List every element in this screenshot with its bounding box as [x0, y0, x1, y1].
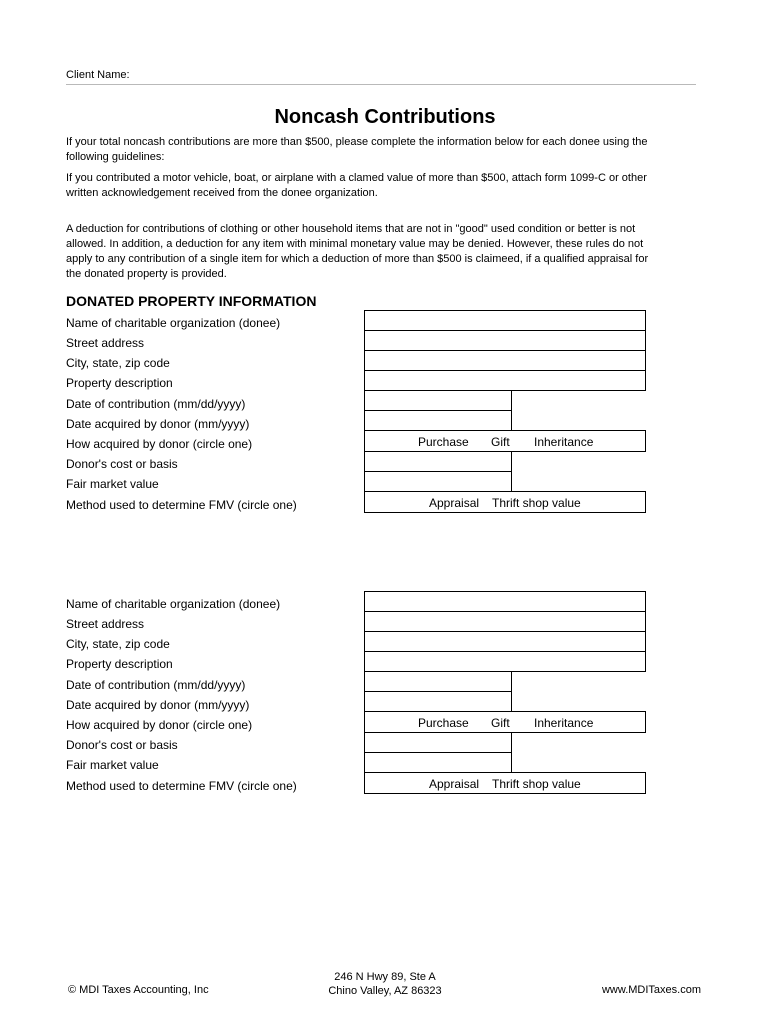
footer-address-line-2: Chino Valley, AZ 86323 — [328, 985, 442, 997]
street-label: Street address — [66, 617, 145, 631]
date-acquired-label: Date acquired by donor (mm/yyyy) — [66, 417, 250, 431]
intro-paragraph-2: If you contributed a motor vehicle, boat, or airplane with a clamed value of more than $500, attach form 1099-C or other written acknowledgement received from the donee organization. — [66, 172, 647, 199]
cost-basis-field[interactable] — [364, 732, 512, 753]
intro-paragraph-1: If your total noncash contributions are more than $500, please complete the information below for each donee using the following guidelines: — [66, 136, 648, 163]
option-thrift-shop[interactable]: Thrift shop value — [492, 496, 581, 510]
fmv-field[interactable] — [364, 752, 512, 773]
date-acquired-label: Date acquired by donor (mm/yyyy) — [66, 698, 250, 712]
how-acquired-label: How acquired by donor (circle one) — [66, 718, 253, 732]
donee-block-1 — [0, 310, 770, 520]
fmv-label: Fair market value — [66, 758, 159, 772]
donee-name-field[interactable] — [364, 591, 646, 612]
option-gift[interactable]: Gift — [491, 716, 510, 730]
option-appraisal[interactable]: Appraisal — [429, 777, 480, 791]
intro-paragraph-3: A deduction for contributions of clothing or other household items that are not in "good" used condition or better is not allowed. In addition, a deduction for any item with minimal monetary value may be denied. However, these rules do not apply to any contribution of a single item for which a deduction of more than $500 is claimeed, if a qualified appraisal for the donated property is provided. — [66, 223, 649, 280]
date-contribution-field[interactable] — [364, 390, 512, 411]
date-contribution-label: Date of contribution (mm/dd/yyyy) — [66, 397, 246, 411]
option-purchase[interactable]: Purchase — [418, 716, 469, 730]
donee-name-label: Name of charitable organization (donee) — [66, 597, 281, 611]
cost-basis-field[interactable] — [364, 451, 512, 472]
fmv-label: Fair market value — [66, 477, 159, 491]
city-field[interactable] — [364, 631, 646, 652]
fmv-method-label: Method used to determine FMV (circle one) — [66, 498, 297, 512]
section-heading: DONATED PROPERTY INFORMATION — [66, 293, 317, 309]
how-acquired-field[interactable] — [364, 711, 646, 733]
option-thrift-shop[interactable]: Thrift shop value — [492, 777, 581, 791]
donee-name-label: Name of charitable organization (donee) — [66, 316, 281, 330]
option-inheritance[interactable]: Inheritance — [534, 716, 594, 730]
donee-block-2 — [0, 591, 770, 801]
client-name-line[interactable] — [66, 84, 696, 85]
option-gift[interactable]: Gift — [491, 435, 510, 449]
property-label: Property description — [66, 657, 173, 671]
street-field[interactable] — [364, 611, 646, 632]
client-name-label: Client Name: — [66, 69, 130, 81]
fmv-method-field[interactable] — [364, 491, 646, 513]
fmv-method-field[interactable] — [364, 772, 646, 794]
property-label: Property description — [66, 376, 173, 390]
how-acquired-label: How acquired by donor (circle one) — [66, 437, 253, 451]
option-inheritance[interactable]: Inheritance — [534, 435, 594, 449]
entry-grid — [364, 310, 646, 513]
street-label: Street address — [66, 336, 145, 350]
cost-basis-label: Donor's cost or basis — [66, 738, 178, 752]
footer-address-line-1: 246 N Hwy 89, Ste A — [334, 971, 436, 983]
date-contribution-label: Date of contribution (mm/dd/yyyy) — [66, 678, 246, 692]
page-title: Noncash Contributions — [274, 106, 496, 128]
date-acquired-field[interactable] — [364, 691, 512, 712]
city-label: City, state, zip code — [66, 637, 170, 651]
entry-grid — [364, 591, 646, 794]
option-purchase[interactable]: Purchase — [418, 435, 469, 449]
footer-copyright: © MDI Taxes Accounting, Inc — [68, 984, 209, 996]
donee-name-field[interactable] — [364, 310, 646, 331]
date-acquired-field[interactable] — [364, 410, 512, 431]
property-field[interactable] — [364, 651, 646, 672]
city-label: City, state, zip code — [66, 356, 170, 370]
street-field[interactable] — [364, 330, 646, 351]
cost-basis-label: Donor's cost or basis — [66, 457, 178, 471]
how-acquired-field[interactable] — [364, 430, 646, 452]
date-contribution-field[interactable] — [364, 671, 512, 692]
fmv-field[interactable] — [364, 471, 512, 492]
option-appraisal[interactable]: Appraisal — [429, 496, 480, 510]
city-field[interactable] — [364, 350, 646, 371]
footer-website[interactable]: www.MDITaxes.com — [601, 984, 701, 996]
property-field[interactable] — [364, 370, 646, 391]
fmv-method-label: Method used to determine FMV (circle one) — [66, 779, 297, 793]
